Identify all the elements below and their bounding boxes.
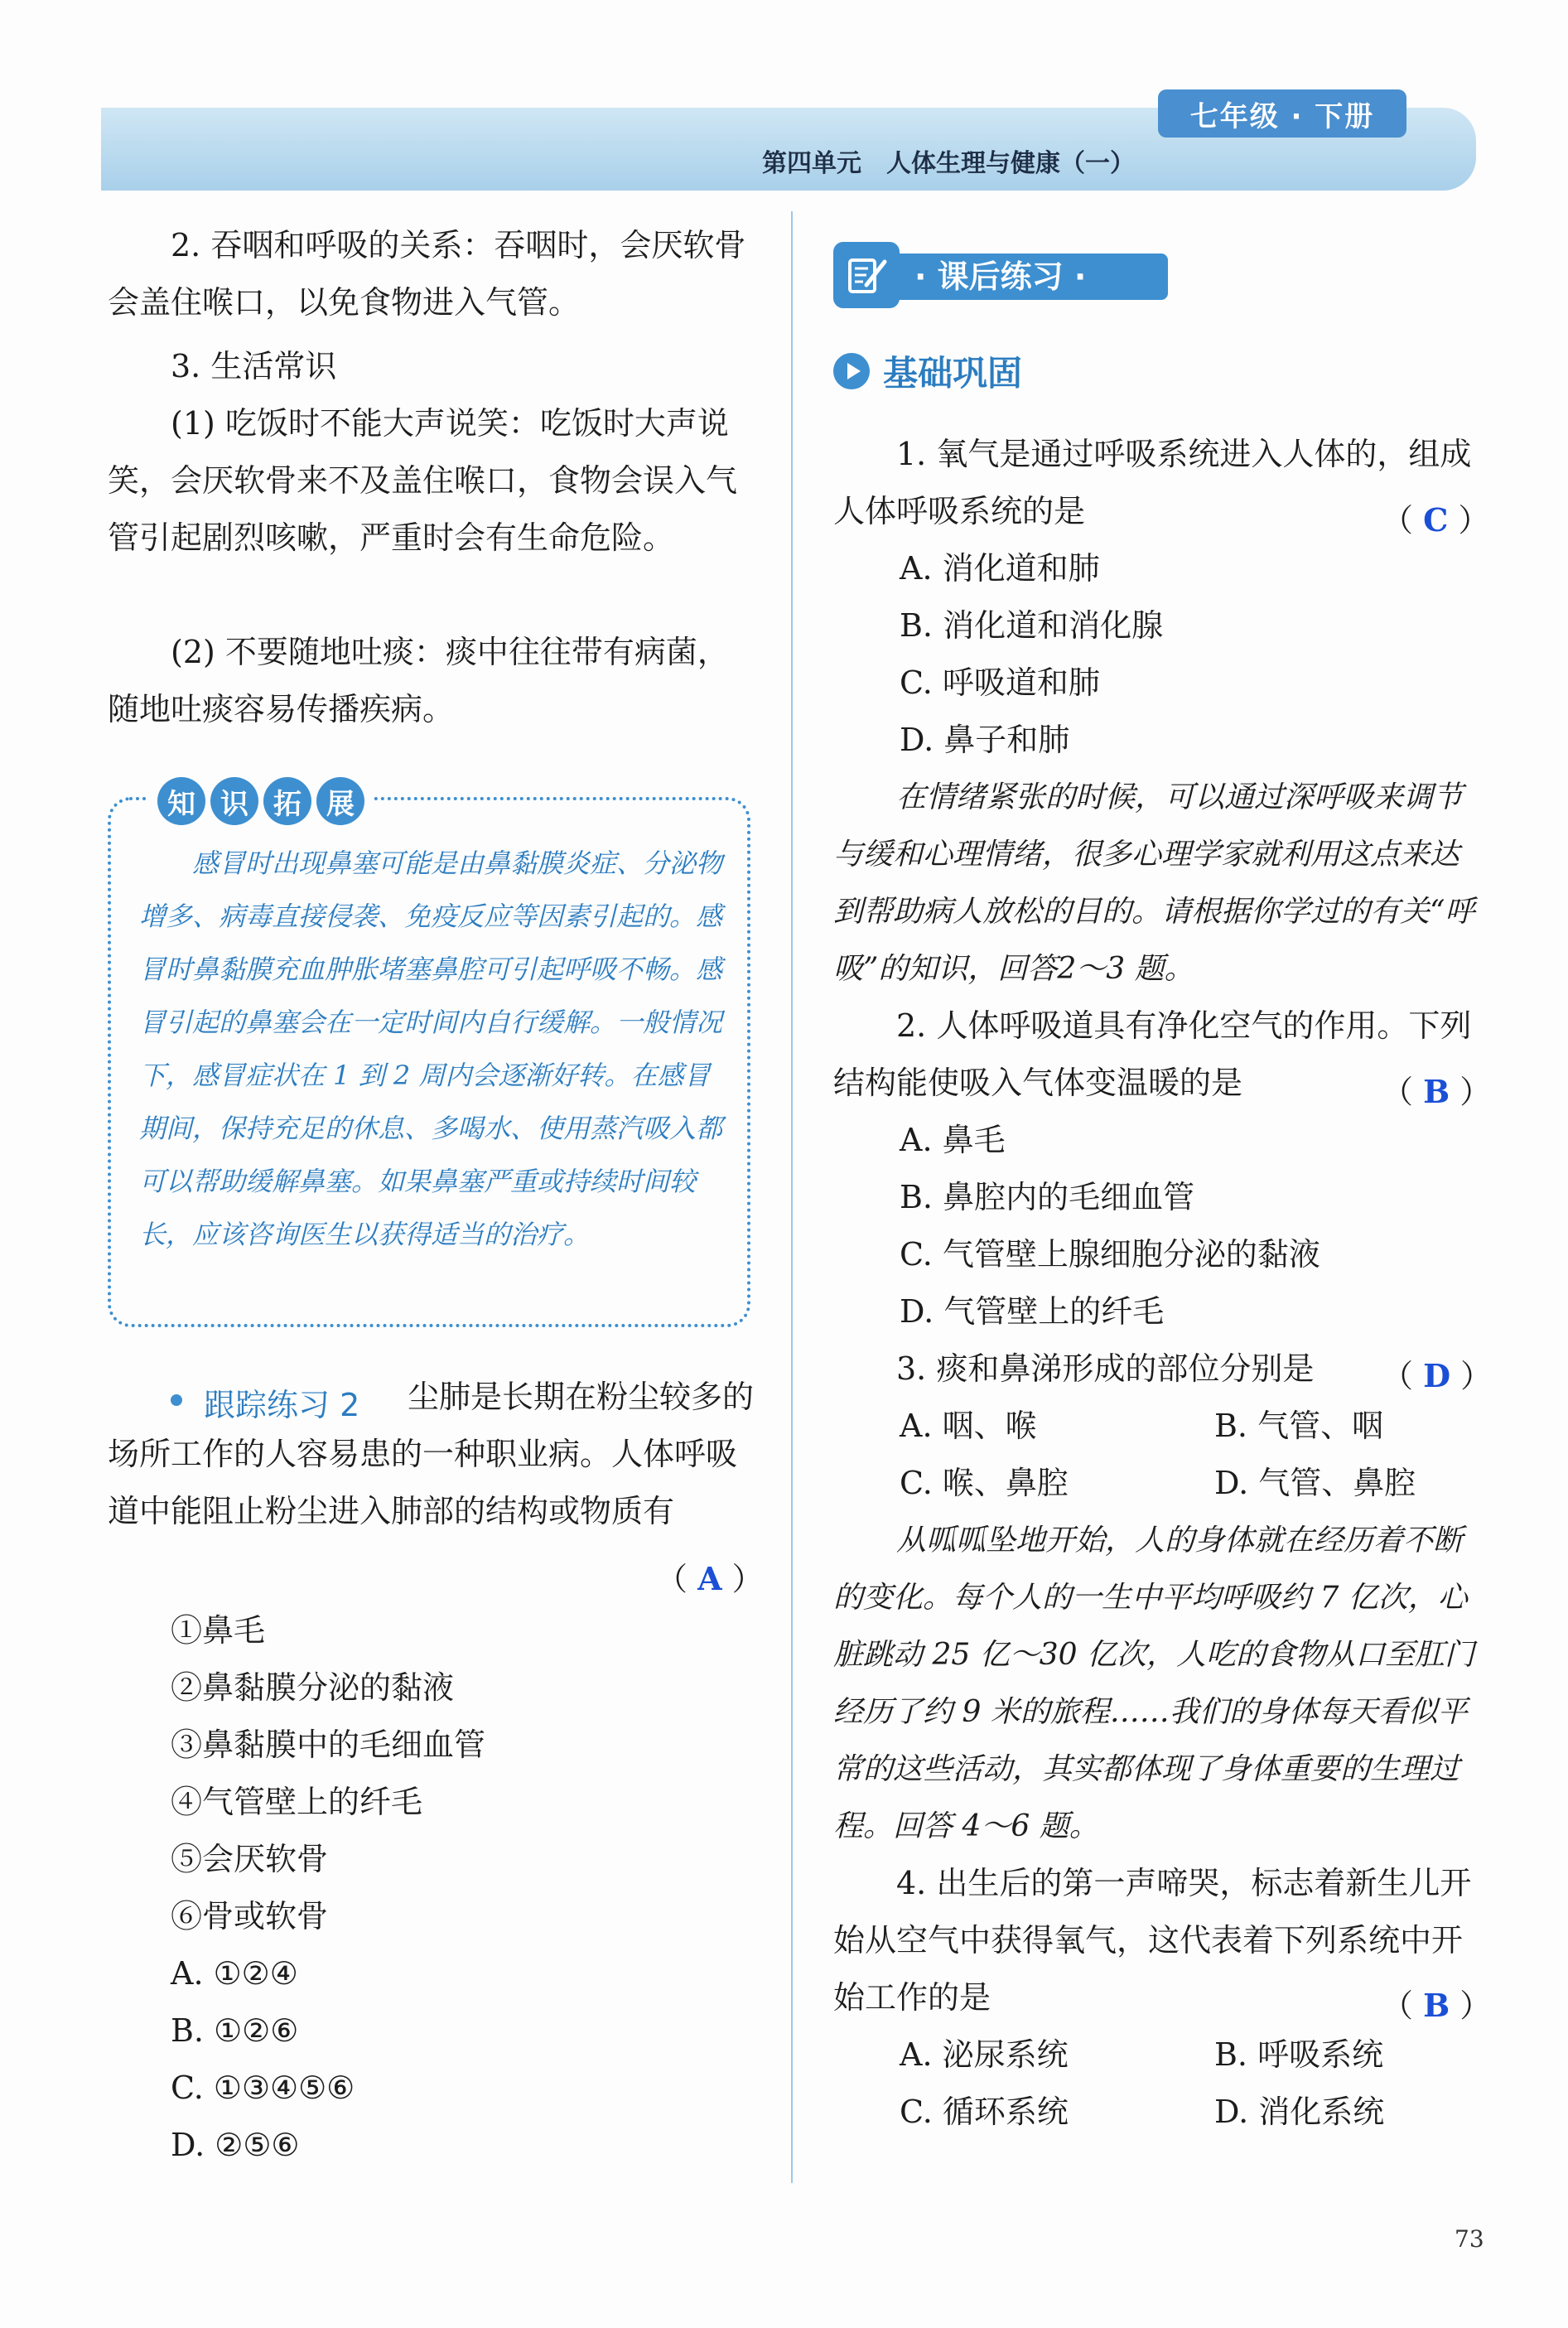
section-title: · 课后练习 · <box>914 258 1087 295</box>
answer-option: B. ①②⑥ <box>171 2012 299 2049</box>
answer-option: A. ①②④ <box>171 1955 298 1992</box>
reading-passage-1: 在情绪紧张的时候，可以通过深呼吸来调节与缓和心理情绪，很多心理学家就利用这点来达到帮助病人放松的目的。请根据你学过的有关“呼吸”的知识，回答2～3 题。 <box>833 780 1475 986</box>
answer-option: B. 消化道和消化腺 <box>900 607 1164 644</box>
grade-label: 七年级 · 下册 <box>1189 99 1375 133</box>
question-3-answer-letter: D <box>1423 1357 1451 1394</box>
pencil-notepad-icon <box>833 242 900 308</box>
knowledge-title-char: 拓 <box>263 777 311 825</box>
answer-option: C. 气管壁上腺细胞分泌的黏液 <box>900 1236 1320 1273</box>
list-item: ③鼻黏膜中的毛细血管 <box>171 1727 486 1763</box>
subsection-title: 基础巩固 <box>883 353 1023 394</box>
tracking-answer-letter: A <box>697 1560 722 1597</box>
list-item: ④气管壁上的纤毛 <box>171 1784 423 1820</box>
knowledge-title-char: 展 <box>316 777 364 825</box>
eating-tip-paragraph: (1) 吃饭时不能大声说笑：吃饭时大声说笑，会厌软骨来不及盖住喉口，食物会误入气管引起剧烈咳嗽，严重时会有生命危险。 <box>108 405 738 556</box>
section-banner <box>833 242 1168 308</box>
tracking-exercise-stem: 尘肺是长期在粉尘较多的场所工作的人容易患的一种职业病。人体呼吸道中能阻止粉尘进入肺部的结构或物质有 <box>108 1379 755 1529</box>
play-icon <box>833 353 870 389</box>
knowledge-title-char: 识 <box>210 777 258 825</box>
answer-option: D. 气管壁上的纤毛 <box>900 1293 1165 1330</box>
answer-option: A. 咽、喉 <box>900 1408 1037 1444</box>
knowledge-expansion-title <box>149 777 373 828</box>
column-divider <box>791 211 793 2183</box>
answer-option: B. 鼻腔内的毛细血管 <box>900 1179 1195 1215</box>
question-1-stem: 1. 氧气是通过呼吸系统进入人体的，组成人体呼吸系统的是 <box>833 436 1472 529</box>
unit-title: 第四单元 人体生理与健康（一） <box>762 149 1135 178</box>
life-knowledge-heading: 3. 生活常识 <box>171 348 337 384</box>
question-4-answer: （ B ） <box>1382 1987 1492 2024</box>
reading-passage-2: 从呱呱坠地开始，人的身体就在经历着不断的变化。每个人的一生中平均呼吸约 7 亿次，心脏跳动 25 亿～30 亿次，人吃的食物从口至肛门经历了约 9 米的旅程……我们的身体每天看似平常的这些活动，其实都体现了身体重要的生理过程。回答 4～6 题。 <box>833 1524 1474 1843</box>
question-3-answer: （ D ） <box>1382 1357 1493 1394</box>
swallow-breath-paragraph: 2. 吞咽和呼吸的关系：吞咽时，会厌软骨会盖住喉口，以免食物进入气管。 <box>108 227 746 321</box>
list-item: ②鼻黏膜分泌的黏液 <box>171 1669 455 1706</box>
answer-option: A. 鼻毛 <box>900 1122 1006 1158</box>
answer-option: B. 气管、咽 <box>1214 1408 1384 1444</box>
tracking-exercise-label: 跟踪练习 2 <box>204 1387 360 1423</box>
tracking-answer: （ A ） <box>656 1560 764 1597</box>
answer-option: D. 消化系统 <box>1214 2094 1385 2130</box>
grade-tab <box>1158 89 1406 138</box>
answer-option: A. 消化道和肺 <box>900 550 1100 587</box>
question-4-answer-letter: B <box>1423 1987 1450 2024</box>
page-number: 73 <box>1455 2225 1484 2253</box>
answer-option: C. 循环系统 <box>900 2094 1069 2130</box>
question-2-answer-letter: B <box>1423 1073 1450 1110</box>
knowledge-expansion-text: 感冒时出现鼻塞可能是由鼻黏膜炎症、分泌物增多、病毒直接侵袭、免疫反应等因素引起的。感冒时鼻黏膜充血肿胀堵塞鼻腔可引起呼吸不畅。感冒引起的鼻塞会在一定时间内自行缓解。一般情况下，感冒症状在 1 到 2 周内会逐渐好转。在感冒期间，保持充足的休息、多喝水、使用蒸汽吸入都可以帮助缓解鼻塞。如果鼻塞严重或持续时间较长，应该咨询医生以获得适当的治疗。 <box>139 848 723 1250</box>
list-item: ⑥骨或软骨 <box>171 1898 329 1934</box>
answer-option: D. 气管、鼻腔 <box>1214 1465 1416 1501</box>
answer-option: D. 鼻子和肺 <box>900 722 1070 758</box>
knowledge-title-char: 知 <box>157 777 205 825</box>
question-2-answer: （ B ） <box>1382 1073 1492 1110</box>
list-item: ①鼻毛 <box>171 1612 266 1649</box>
answer-option: A. 泌尿系统 <box>900 2036 1069 2073</box>
question-3-stem: 3. 痰和鼻涕形成的部位分别是 <box>896 1350 1315 1387</box>
answer-option: C. 喉、鼻腔 <box>900 1465 1069 1501</box>
question-2-stem: 2. 人体呼吸道具有净化空气的作用。下列结构能使吸入气体变温暖的是 <box>833 1007 1472 1101</box>
spitting-tip-paragraph: (2) 不要随地吐痰：痰中往往带有病菌，随地吐痰容易传播疾病。 <box>108 634 729 727</box>
answer-option: C. 呼吸道和肺 <box>900 664 1100 701</box>
answer-option: D. ②⑤⑥ <box>171 2127 300 2163</box>
subsection-heading <box>833 346 1022 396</box>
question-4-stem: 4. 出生后的第一声啼哭，标志着新生儿开始从空气中获得氧气，这代表着下列系统中开始工作的是 <box>833 1865 1472 2016</box>
answer-option: B. 呼吸系统 <box>1214 2036 1384 2073</box>
question-1-answer: （ C ） <box>1382 501 1490 539</box>
question-1-answer-letter: C <box>1423 501 1449 539</box>
answer-option: C. ①③④⑤⑥ <box>171 2070 355 2106</box>
list-item: ⑤会厌软骨 <box>171 1841 329 1877</box>
